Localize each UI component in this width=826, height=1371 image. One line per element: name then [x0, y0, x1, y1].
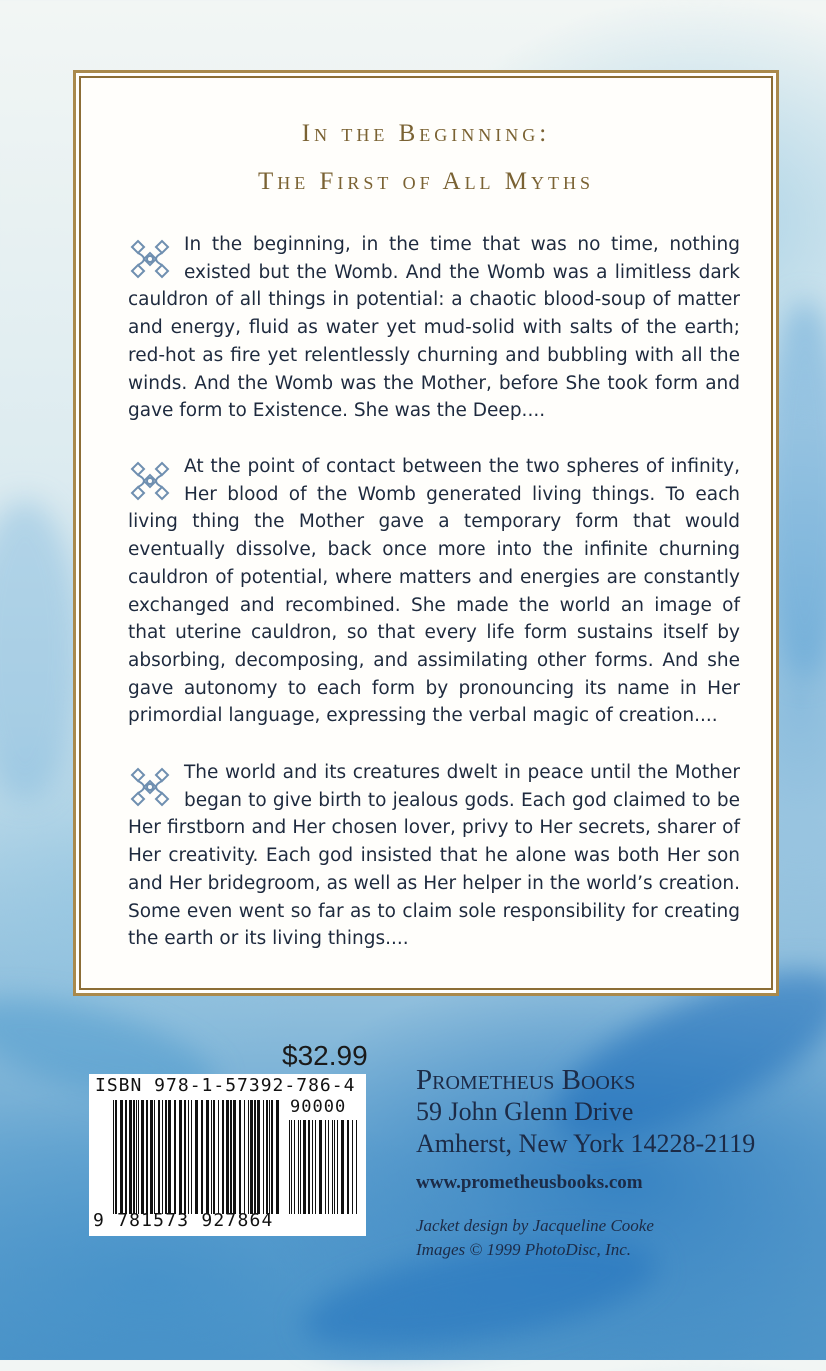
barcode-bar	[129, 1100, 132, 1214]
barcode-bar	[319, 1120, 322, 1214]
barcode-bar	[244, 1100, 245, 1214]
barcode-bar	[291, 1120, 292, 1214]
paragraph-1: In the beginning, in the time that was no time, nothing existed but the Womb. And the Womb was a limitless dark cauldron of all things in potential: a chaotic blood-soup of matter and energy, fluid as water yet mud-solid with salts of the earth; red-hot as fire yet relentlessly churning and bubbling with all the winds. And the Womb was the Mother, before She took form and gave form to Existence. She was the Deep....	[128, 234, 740, 422]
barcode-bar	[211, 1100, 212, 1214]
publisher-website: www.prometheusbooks.com	[416, 1172, 643, 1193]
addon-barcode-bars	[289, 1120, 359, 1214]
barcode-bar	[162, 1100, 163, 1214]
barcode-bar	[250, 1100, 253, 1214]
barcode-bar	[115, 1100, 117, 1214]
barcode-bar	[213, 1100, 215, 1214]
text-panel	[76, 73, 776, 993]
barcode-bar	[113, 1100, 114, 1214]
jacket-design-credit: Jacket design by Jacqueline Cooke	[416, 1216, 654, 1235]
barcode-bar	[184, 1100, 186, 1214]
barcode-bar	[352, 1120, 353, 1214]
publisher-address-line1: 59 John Glenn Drive	[416, 1097, 634, 1126]
barcode-bar	[195, 1100, 198, 1214]
barcode-bar	[356, 1120, 357, 1214]
isbn-barcode	[89, 1074, 366, 1236]
barcode-bar	[120, 1100, 123, 1214]
barcode-bar	[222, 1100, 224, 1214]
barcode-bar	[150, 1100, 153, 1214]
barcode-bar	[347, 1120, 349, 1214]
ornament-icon	[128, 765, 172, 809]
isbn-text: ISBN 978-1-57392-786-4	[95, 1075, 356, 1096]
barcode-bar	[298, 1120, 299, 1214]
barcode-bar	[341, 1120, 344, 1214]
barcode-bar	[328, 1120, 329, 1214]
ornament-icon	[128, 459, 172, 503]
barcode-bar	[138, 1100, 139, 1214]
barcode-bar	[332, 1120, 333, 1214]
price-label: $32.99	[282, 1040, 368, 1071]
barcode-bar	[269, 1100, 270, 1214]
barcode-bar	[230, 1100, 232, 1214]
barcode-bar	[206, 1100, 209, 1214]
barcode-bar	[165, 1100, 167, 1214]
barcode-bar	[315, 1120, 316, 1214]
barcode-bar	[239, 1100, 241, 1214]
barcode-bar	[136, 1100, 137, 1214]
barcode-bar	[289, 1120, 290, 1214]
ean-barcode-bars	[113, 1100, 281, 1214]
barcode-bar	[337, 1120, 338, 1214]
barcode-bar	[294, 1120, 295, 1214]
barcode-bar	[125, 1100, 127, 1214]
barcode-bar	[174, 1100, 176, 1214]
title-line-1: In the Beginning:	[301, 120, 551, 147]
barcode-bar	[188, 1100, 189, 1214]
barcode-bar	[158, 1100, 160, 1214]
barcode-bar	[276, 1100, 279, 1214]
barcode-bar	[191, 1100, 192, 1214]
barcode-bar	[257, 1100, 260, 1214]
barcode-bar	[218, 1100, 219, 1214]
barcode-bar	[312, 1120, 313, 1214]
paragraph-3: The world and its creatures dwelt in peace until the Mother began to give birth to jealous gods. Each god claimed to be Her firstborn and Her chosen lover, privy to Her secrets, sharer of Her creativity. Each god insisted that he alone was both Her son and Her bridegroom, as well as Her helper in the world’s creation. Some even went so far as to claim sole responsibility for creating the earth or its living things....	[128, 762, 740, 950]
title-line-2: The First of All Myths	[257, 168, 595, 195]
addon-code: 90000	[290, 1097, 347, 1117]
barcode-bar	[263, 1100, 264, 1214]
barcode-bar	[266, 1100, 268, 1214]
publisher-address-line2: Amherst, New York 14228-2119	[416, 1129, 756, 1158]
watercolor-streak	[0, 500, 80, 800]
barcode-bar	[303, 1120, 306, 1214]
images-credit: Images © 1999 PhotoDisc, Inc.	[416, 1240, 631, 1259]
barcode-bar	[154, 1100, 155, 1214]
barcode-bar	[146, 1100, 148, 1214]
barcode-bar	[300, 1120, 301, 1214]
barcode-bar	[334, 1120, 335, 1214]
barcode-bar	[325, 1120, 326, 1214]
text-panel-frame	[73, 70, 779, 996]
barcode-bar	[168, 1100, 171, 1214]
ean-number: 9 781573 927864	[93, 1210, 274, 1231]
barcode-bar	[308, 1120, 310, 1214]
barcode-bar	[254, 1100, 256, 1214]
ornament-icon	[128, 237, 172, 281]
barcode-bar	[201, 1100, 203, 1214]
barcode-bar	[226, 1100, 229, 1214]
barcode-bar	[179, 1100, 182, 1214]
publisher-name: Prometheus Books	[416, 1064, 636, 1096]
barcode-bar	[233, 1100, 236, 1214]
paragraph-2: At the point of contact between the two spheres of infinity, Her blood of the Womb generated living things. To each living thing the Mother gave a temporary form that would eventually dissolve, back once more into the infinite churning cauldron of potential, where matters and energies are constantly exchanged and recombined. She made the world an image of that uterine cauldron, so that every life form sustains itself by absorbing, decomposing, and assimilating other forms. And she gave autonomy to each form by pronouncing its name in Her primordial language, expressing the verbal magic of creation....	[128, 456, 740, 727]
barcode-bar	[271, 1100, 273, 1214]
barcode-bar	[133, 1100, 135, 1214]
barcode-bar	[141, 1100, 144, 1214]
barcode-bar	[248, 1100, 249, 1214]
